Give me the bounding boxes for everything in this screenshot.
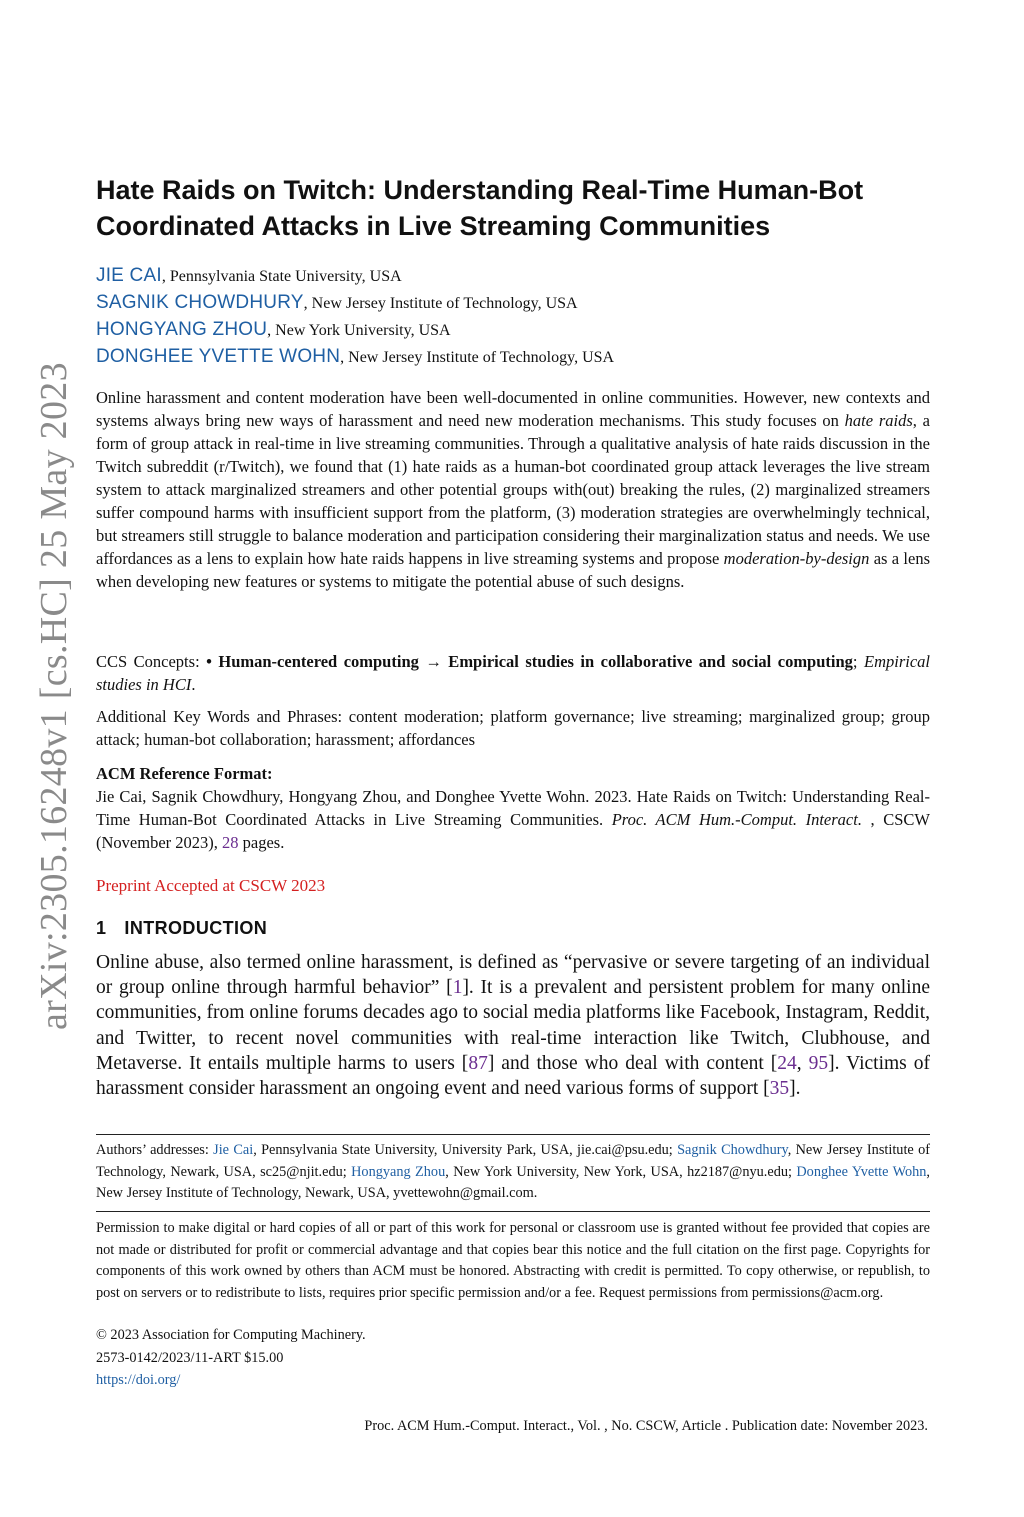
footnote-divider [96,1211,930,1212]
address-text: , New Jersey Institute of Technology, Newark, USA, sc25@njit.edu; [96,1142,930,1180]
intro-text: ]. Victims of harassment consider harassment an ongoing event and need various forms of support [ [96,1052,930,1100]
abstract-text: Online harassment and content moderation have been well-documented in online communities. However, new contexts and systems always bring new ways of harassment and need new moderation mechanisms. This study focuses on [96,388,930,430]
arxiv-identifier-stamp: arXiv:2305.16248v1 [cs.HC] 25 May 2023 [33,362,75,1030]
running-footer: Proc. ACM Hum.-Comput. Interact., Vol. , No. CSCW, Article . Publication date: November 2023. [364,1418,928,1434]
author-name[interactable]: HONGYANG ZHOU [96,319,268,340]
author-affiliation: , New York University, USA [267,322,451,339]
acm-reference-heading: ACM Reference Format: [96,764,273,783]
paper-title-line: Hate Raids on Twitch: Understanding Real-Time Human-Bot [96,175,864,205]
doi-link[interactable]: https://doi.org/ [96,1372,181,1388]
abstract-emphasis: moderation-by-design [723,549,870,568]
acm-reference-format [96,762,930,854]
author-entry [96,262,930,289]
footnote-divider [96,1134,930,1135]
abstract-text: , a form of group attack in real-time in live streaming communities. Through a qualitative analysis of hate raids discussion in the Twitch subreddit (r/Twitch), we found that (1) hate raids as a human-bot coordinated group attack leverages the live stream system to attack marginalized streamers and other potential groups with(out) breaking the rules, (2) marginalized streamers suffer compound harms with insufficient support from the platform, (3) moderation strategies are overwhelmingly technical, but streamers still struggle to balance moderation and participation considering their marginalization status and needs. We use affordances as a lens to explain how hate raids happens in live streaming systems and propose [96,411,930,568]
ccs-primary: • Human-centered computing → Empirical studies in collaborative and social computing [206,652,853,671]
address-text: , New York University, New York, USA, hz2187@nyu.edu; [445,1163,797,1180]
author-addresses [96,1140,930,1205]
abstract-emphasis: hate raids [844,411,913,430]
copyright-notice: © 2023 Association for Computing Machinery. [96,1327,366,1343]
citation-link[interactable]: 95 [808,1052,829,1074]
author-entry [96,289,930,316]
abstract-text: as a lens when developing new features or systems to mitigate the potential abuse of such designs. [96,549,930,591]
acm-reference-body: pages. [238,833,285,852]
section-heading [96,918,267,939]
addresses-lead: Authors’ addresses: [96,1142,214,1158]
introduction-paragraph [96,950,930,1101]
section-number: 1 [96,918,107,938]
issn-price: 2573-0142/2023/11-ART $15.00 [96,1350,284,1366]
address-text: , Pennsylvania State University, University Park, USA, jie.cai@psu.edu; [253,1142,678,1158]
intro-text: Online abuse, also termed online harassment, is defined as “pervasive or severe targeting of an individual or group online through harmful behavior” [ [96,952,930,999]
page-count-link[interactable]: 28 [222,833,239,852]
ccs-end: . [191,675,196,694]
intro-text: , [796,1052,809,1074]
author-name[interactable]: DONGHEE YVETTE WOHN [96,346,341,367]
author-address-link[interactable]: Hongyang Zhou [351,1163,446,1180]
citation-link[interactable]: 35 [769,1078,790,1100]
author-affiliation: , New Jersey Institute of Technology, USA [303,295,578,312]
acm-reference-body: , CSCW (November 2023), [96,810,930,852]
author-entry [96,343,930,370]
acm-reference-body: Jie Cai, Sagnik Chowdhury, Hongyang Zhou, and Donghee Yvette Wohn. 2023. Hate Raids on Twitch: Understanding Real-Time Human-Bot Coordinated Attacks in Live Streaming Communities. [96,787,930,829]
author-name[interactable]: JIE CAI [96,265,162,286]
ccs-concepts [96,650,930,696]
address-text: , New Jersey Institute of Technology, Newark, USA, yvettewohn@gmail.com. [96,1163,930,1201]
paper-title [96,172,936,244]
author-affiliation: , Pennsylvania State University, USA [161,268,402,285]
intro-text: ] and those who deal with content [ [487,1052,778,1074]
author-address-link[interactable]: Sagnik Chowdhury [677,1142,788,1158]
acm-reference-journal: Proc. ACM Hum.-Comput. Interact. [611,810,862,829]
author-address-link[interactable]: Donghee Yvette Wohn [796,1163,927,1180]
author-entry [96,316,930,343]
paper-title-line: Coordinated Attacks in Live Streaming Communities [96,211,771,241]
intro-text: ]. [789,1078,801,1100]
ccs-secondary: Empirical studies in HCI [96,652,930,694]
abstract [96,386,930,593]
citation-link[interactable]: 24 [777,1052,797,1074]
author-address-link[interactable]: Jie Cai [213,1142,254,1158]
keywords: Additional Key Words and Phrases: content moderation; platform governance; live streaming; marginalized group; group attack; human-bot collaboration; harassment; affordances [96,707,930,749]
author-affiliation: , New Jersey Institute of Technology, USA [340,349,615,366]
citation-link[interactable]: 1 [452,977,463,999]
acm-reference-text [96,785,930,854]
ccs-label: CCS Concepts: [96,652,207,671]
author-name[interactable]: SAGNIK CHOWDHURY [96,292,304,313]
section-title: INTRODUCTION [124,918,268,938]
citation-link[interactable]: 87 [468,1052,488,1074]
ccs-separator: ; [852,652,864,671]
permission-notice: Permission to make digital or hard copies of all or part of this work for personal or classroom use is granted without fee provided that copies are not made or distributed for profit or commercial advantage and that copies bear this notice and the full citation on the first page. Copyrights for components of this work owned by others than ACM must be honored. Abstracting with credit is permitted. To copy otherwise, or republish, to post on servers or to redistribute to lists, requires prior specific permission and/or a fee. Request permissions from permissions@acm.org. [96,1220,930,1301]
author-list [96,262,930,370]
intro-text: ]. It is a prevalent and persistent problem for many online communities, from online forums decades ago to social media platforms like Facebook, Instagram, Reddit, and Twitter, to recent novel communities with real-time interaction like Twitch, Clubhouse, and Metaverse. It entails multiple harms to users [ [96,977,930,1074]
preprint-note: Preprint Accepted at CSCW 2023 [96,876,326,895]
